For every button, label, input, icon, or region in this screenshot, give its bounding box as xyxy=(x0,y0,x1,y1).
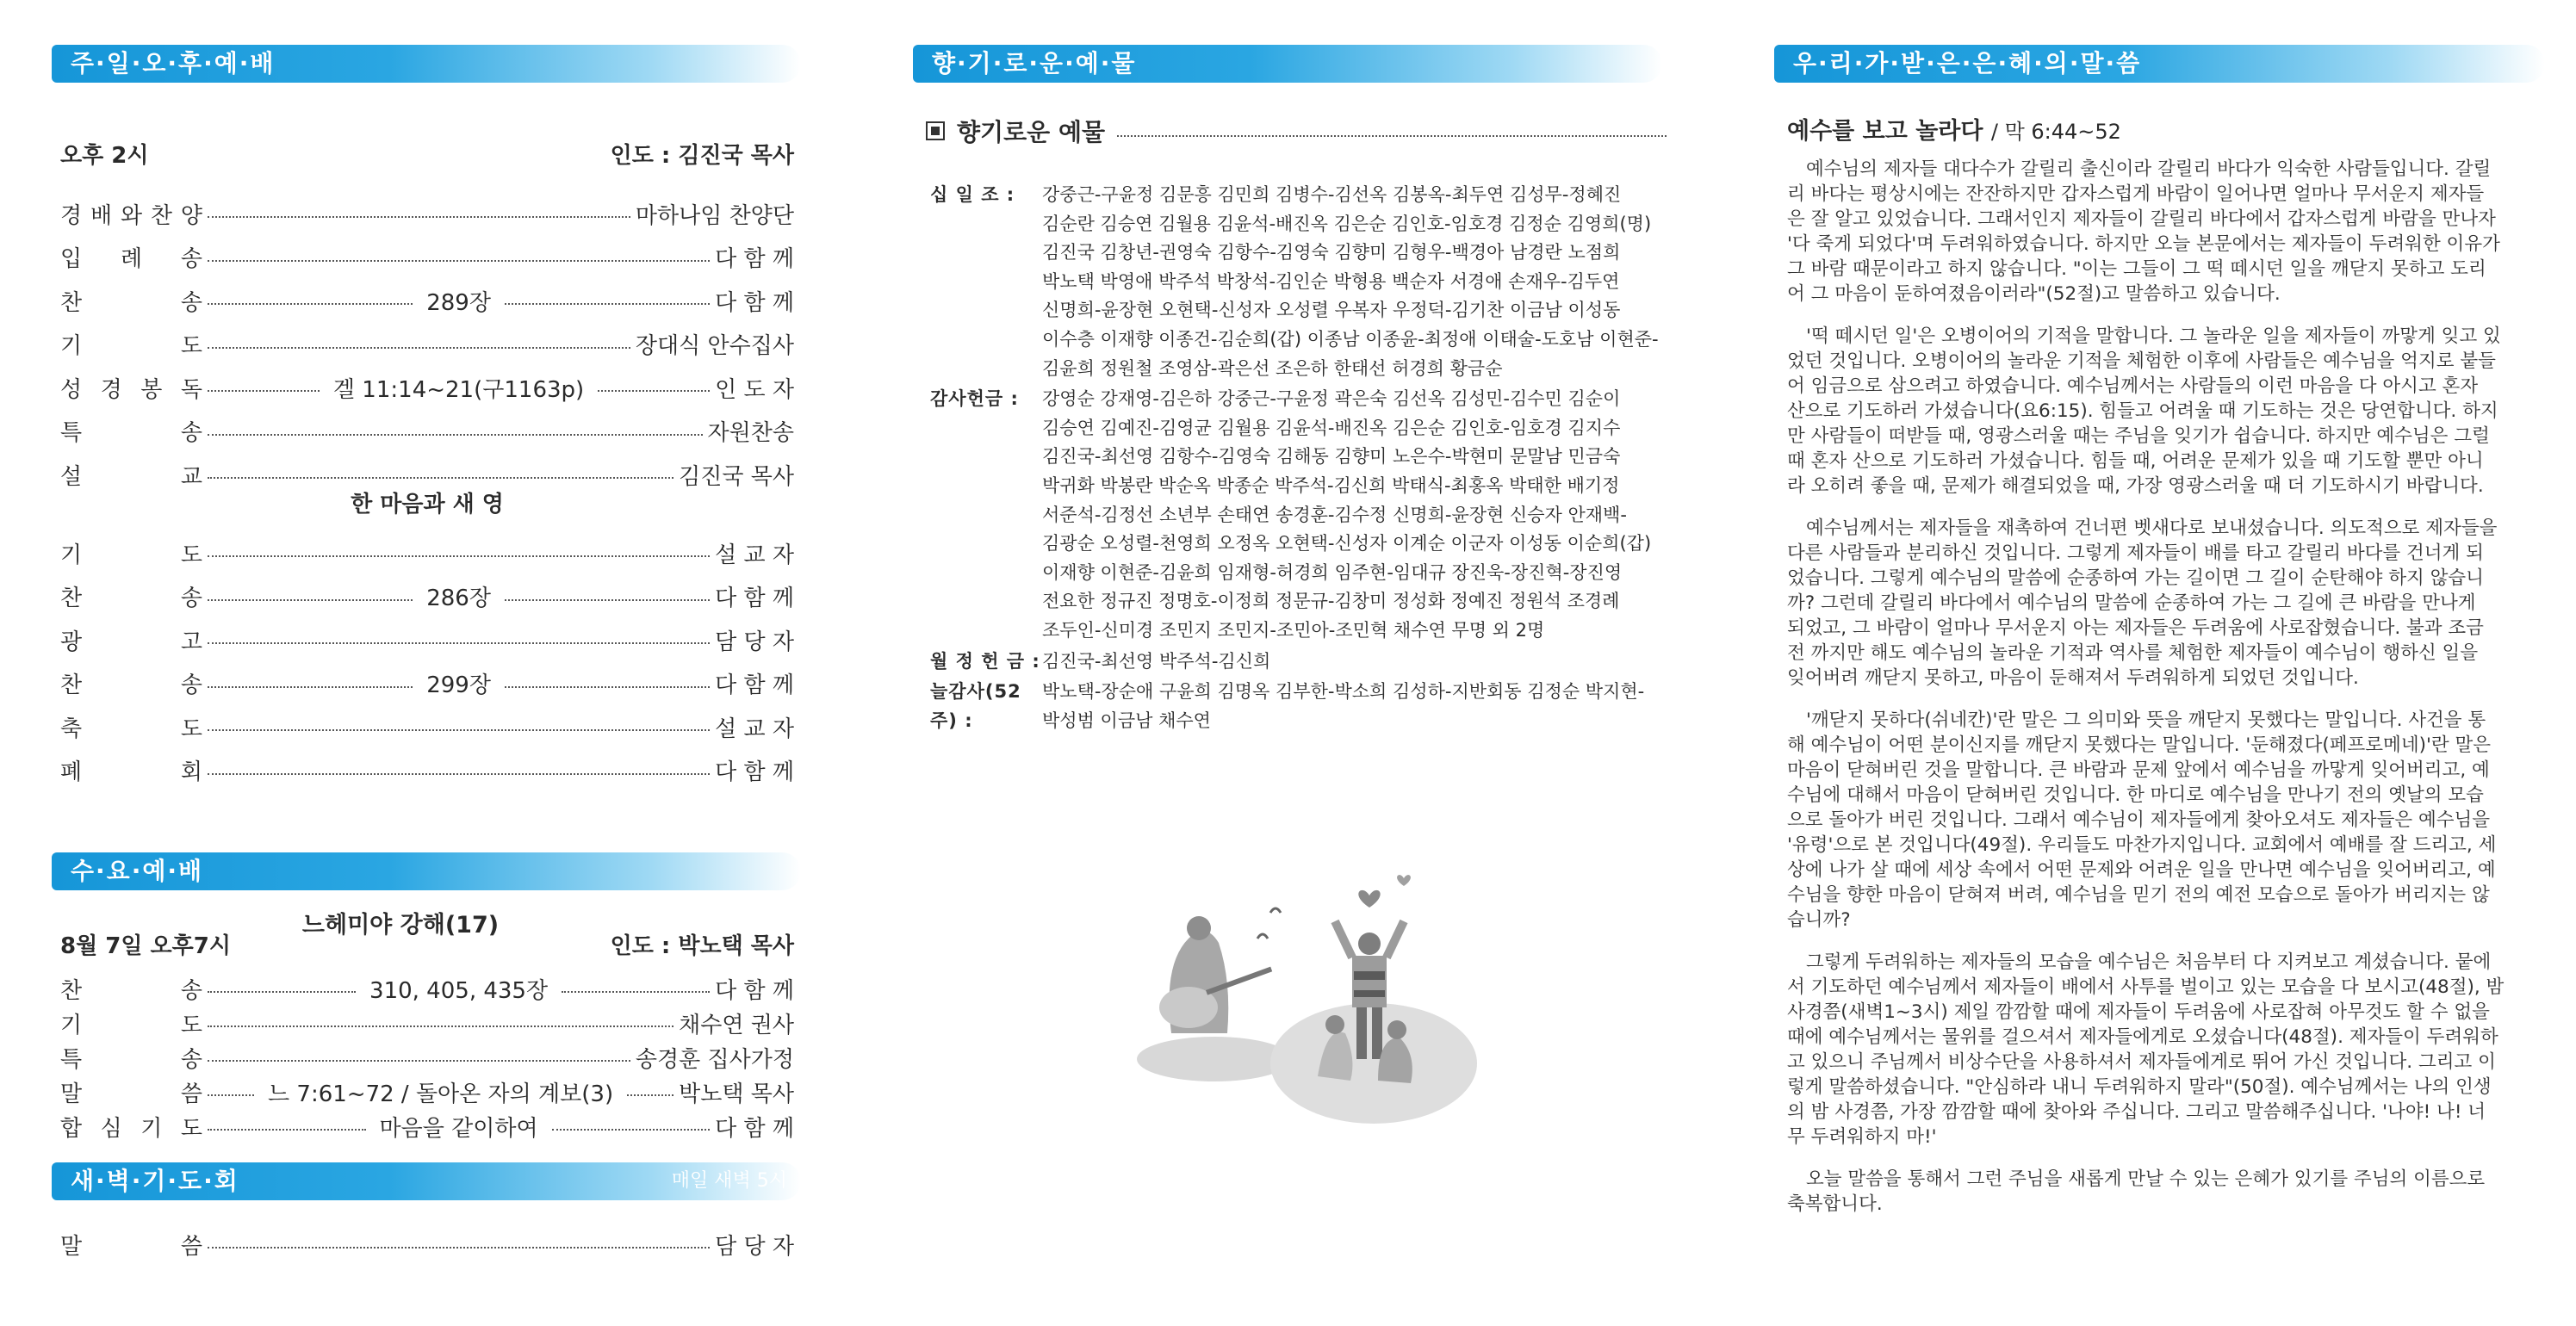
order-label: 폐 회 xyxy=(60,759,202,785)
dotted-leader xyxy=(208,260,710,262)
sunday-leader: 인도 : 김진국 목사 xyxy=(610,143,794,169)
wednesday-leader: 인도 : 박노택 목사 xyxy=(610,933,794,959)
dotted-leader xyxy=(208,390,320,392)
offering-line: 김진국-최선영 김항수-김영숙 김해동 김향미 노은수-박현미 문말남 민금숙 xyxy=(1042,446,1621,468)
sermon-main-title: 예수를 보고 놀라다 xyxy=(1787,118,1983,145)
order-row xyxy=(60,971,794,1006)
sunday-service-info xyxy=(60,138,794,170)
order-label: 찬 송 xyxy=(60,672,202,698)
offering-line: 이수층 이재향 이종건-김순희(갑) 이종남 이종윤-최정애 이태술-도호남 이현준- xyxy=(1042,328,1659,350)
dotted-leader xyxy=(208,686,413,688)
sermon-line: 수님에 대해서 마음이 닫혀버린 것입니다. 한 마디로 예수님을 만나기 전의 옛날의 모습 xyxy=(1787,784,2484,806)
sunday-time: 오후 2시 xyxy=(60,143,149,169)
order-detail: 겔 11:14~21(구1163p) xyxy=(332,376,585,403)
dawn-prayer-time: 매일 새벽 5시 xyxy=(671,1170,787,1192)
order-row xyxy=(60,370,794,405)
sermon-line: 서 기도하던 예수님께서 제자들이 배에서 사투를 벌이고 있는 모습을 다 보시고(48절), 밤 xyxy=(1787,976,2505,998)
sermon-line: 예수님께서는 제자들을 재촉하여 건너편 벳새다로 보내셨습니다. 의도적으로 제자들을 xyxy=(1806,517,2498,539)
order-value: 장대식 안수집사 xyxy=(635,333,794,359)
offering-line: 이재향 이현준-김윤희 임재형-허경희 임주현-임대규 장진욱-장진혁-장진영 xyxy=(1042,561,1623,583)
dotted-leader xyxy=(505,599,710,601)
order-value: 김진국 목사 xyxy=(679,463,794,490)
sermon-line: 상에 나가 살 때에 세상 속에서 어떤 문제와 어려운 일을 만나면 예수님을 잊어버리고, 예 xyxy=(1787,859,2496,881)
dotted-leader xyxy=(208,1094,254,1096)
order-row xyxy=(60,709,794,744)
order-label: 합 심 기 도 xyxy=(60,1115,202,1142)
offering-line: 박성범 이금남 채수연 xyxy=(1042,709,1211,731)
sermon-line: 었습니다. 그렇게 예수님의 말씀에 순종하여 가는 길이면 그 길이 순탄해야 하지 않습니 xyxy=(1787,567,2484,589)
order-label: 성 경 봉 독 xyxy=(60,376,202,403)
order-detail: 289장 xyxy=(426,289,491,316)
order-value: 자원찬송 xyxy=(707,420,794,446)
dotted-leader xyxy=(208,642,710,644)
offering-line: 신명희-윤장현 오현택-신성자 오성렬 우복자 우정덕-김기찬 이금남 이성동 xyxy=(1042,300,1621,321)
sermon-line: 의 밤 사경쯤, 가장 깜깜할 때에 찾아와 주십니다. 그리고 말씀해주십니다. '나야! 나! 너 xyxy=(1787,1101,2486,1123)
order-value: 다 함 께 xyxy=(715,289,795,316)
order-label: 특 송 xyxy=(60,1046,202,1073)
dotted-leader xyxy=(208,347,630,349)
order-label: 말 씀 xyxy=(60,1233,202,1260)
dotted-leader xyxy=(208,1060,630,1062)
offering-names xyxy=(1042,181,1688,383)
order-value: 다 함 께 xyxy=(715,672,795,698)
worship-column xyxy=(0,0,844,1326)
offering-line: 조두인-신미경 조민지 조민지-조민아-조민혁 채수연 무명 외 2명 xyxy=(1042,619,1545,641)
dotted-leader xyxy=(208,1129,366,1131)
order-row xyxy=(60,1227,794,1261)
order-label: 말 씀 xyxy=(60,1081,202,1107)
offering-title: 향기로운 예물 xyxy=(926,114,1667,148)
order-detail: 310, 405, 435장 xyxy=(369,977,549,1004)
order-row xyxy=(60,196,794,231)
order-value: 설 교 자 xyxy=(715,716,794,742)
order-row xyxy=(60,327,794,362)
offering-label: 십 일 조 : xyxy=(930,184,1015,205)
dotted-leader xyxy=(562,991,710,993)
order-row xyxy=(60,666,794,701)
order-row xyxy=(60,753,794,788)
sermon-line: 그 바람 때문이라고 하지 않습니다. "이는 그들이 그 떡 떼시던 일을 깨닫지 못하고 도리 xyxy=(1787,258,2486,280)
order-row xyxy=(60,1109,794,1143)
sermon-line: '유령'으로 본 것입니다(49절). 우리들도 마찬가지입니다. 교회에서 예배를 잘 드리고, 세 xyxy=(1787,834,2497,856)
dotted-leader xyxy=(208,555,710,557)
sermon-paragraph xyxy=(1787,950,2545,1149)
offering-line: 김순란 김승연 김월용 김윤석-배진옥 김은순 김인호-임호경 김정순 김영희(명) xyxy=(1042,213,1652,234)
sermon-line: 무 두려워하지 마!' xyxy=(1787,1126,1937,1148)
order-value: 담 당 자 xyxy=(715,1233,794,1260)
sermon-column xyxy=(1723,0,2576,1326)
offering-line: 박노택 박영애 박주석 박창석-김인순 박형용 백순자 서경애 손재우-김두연 xyxy=(1042,270,1620,292)
order-label: 특 송 xyxy=(60,420,202,446)
order-detail: 느 7:61~72 / 돌아온 자의 계보(3) xyxy=(268,1081,614,1107)
order-value: 마하나임 찬양단 xyxy=(635,202,794,229)
sermon-paragraph xyxy=(1787,516,2545,691)
sermon-line: 되었고, 그 바람이 얼마나 무서운지 아는 제자들은 두려움에 사로잡혔습니다. 불과 조금 xyxy=(1787,617,2484,639)
dawn-prayer-header: 새·벽·기·도·회 매일 새벽 5시 xyxy=(52,1162,801,1200)
order-row xyxy=(60,536,794,570)
dotted-leader xyxy=(208,773,710,775)
offering-label: 감사헌금 : xyxy=(930,388,1019,410)
sermon-paragraph xyxy=(1787,708,2545,933)
sermon-line: 었던 것입니다. 오병이어의 놀라운 기적을 체험한 이후에 사람들은 예수님을 억지로 붙들 xyxy=(1787,350,2496,372)
dotted-leader xyxy=(208,991,356,993)
sermon-paragraph xyxy=(1787,1167,2545,1217)
offering-label: 월 정 헌 금 : xyxy=(930,650,1040,672)
sermon-line: 어 그 마음이 둔하여졌음이러라"(52절)고 말씀하고 있습니다. xyxy=(1787,283,2281,305)
offering-line: 전요한 정규진 정명호-이정희 정문규-김창미 정성화 정예진 정원석 조경례 xyxy=(1042,591,1620,612)
order-label: 찬 송 xyxy=(60,289,202,316)
offering-line: 김윤희 정원철 조영삼-곽은선 조은하 한태선 허경희 황금순 xyxy=(1042,357,1503,379)
sermon-line: 까? 그런데 갈릴리 바다에서 예수님의 말씀에 순종하여 가는 그 길에 큰 바람을 만나게 xyxy=(1787,592,2476,614)
sermon-line: 전 까지만 해도 예수님의 놀라운 기적과 역사를 체험한 제자들이 예수님이 행하신 일을 xyxy=(1787,642,2479,664)
offering-group xyxy=(930,385,1688,645)
sermon-line: 고 있으니 주님께서 비상수단을 사용하셔서 제자들에게로 뛰어 가신 것입니다. 그리고 이 xyxy=(1787,1051,2496,1073)
order-value: 채수연 권사 xyxy=(679,1012,794,1038)
offering-group xyxy=(930,648,1688,677)
dotted-leader xyxy=(552,1129,711,1131)
order-value: 다 함 께 xyxy=(715,586,795,611)
offering-line: 강중근-구윤정 김문흥 김민희 김병수-김선옥 김봉옥-최두연 김성무-정혜진 xyxy=(1042,184,1622,205)
sermon-line: 다른 사람들과 분리하신 것입니다. 그렇게 제자들이 배를 타고 갈릴리 바다를 건너게 되 xyxy=(1787,542,2484,564)
order-row xyxy=(60,283,794,318)
sermon-line: 마음이 닫혀버린 것을 말합니다. 큰 바람과 문제 앞에서 예수님을 까맣게 잊어버리고, 예 xyxy=(1787,759,2490,781)
sermon-line: 리 바다는 평상시에는 잔잔하지만 갑자스럽게 바람이 일어나면 얼마나 무서운지 제자들 xyxy=(1787,183,2485,205)
order-label: 기 도 xyxy=(60,1012,202,1038)
dotted-leader xyxy=(208,477,673,479)
offering-names xyxy=(1042,678,1688,735)
sunday-service-header: 주·일·오·후·예·배 xyxy=(52,45,801,83)
offering-line: 김광순 오성렬-천영희 오정옥 오현택-신성자 이계순 이군자 이성동 이순희(갑) xyxy=(1042,533,1652,555)
order-label: 기 도 xyxy=(60,333,202,359)
order-value: 다 함 께 xyxy=(715,1115,794,1142)
order-value: 다 함 께 xyxy=(715,977,795,1004)
dotted-leader xyxy=(208,216,630,218)
offering-group xyxy=(930,678,1688,735)
order-label: 기 도 xyxy=(60,542,202,568)
sermon-line: 산으로 기도하러 가셨습니다(요6:15). 힘들고 어려울 때 기도하는 것은 당연합니다. 하지 xyxy=(1787,400,2498,422)
offering-column xyxy=(861,0,1705,1326)
dotted-leader xyxy=(208,434,703,436)
sermon-line: 때 혼자 산으로 기도하러 가셨습니다. 힘들 때, 어려운 문제가 있을 때 기도할 뿐만 아니 xyxy=(1787,450,2484,472)
order-value: 다 함 께 xyxy=(715,246,794,272)
order-value: 설 교 자 xyxy=(715,542,794,568)
offering-names xyxy=(1042,648,1688,677)
sermon-line: 때에 예수님께서는 물위를 걸으셔서 제자들에게로 오셨습니다(48절). 제자들이 두려워하 xyxy=(1787,1026,2498,1048)
sermon-line: 수님을 향한 마음이 닫혀져 버려, 예수님을 믿기 전의 예전 모습으로 돌아가 버리지는 않 xyxy=(1787,884,2490,906)
order-row xyxy=(60,579,794,614)
order-value: 담 당 자 xyxy=(715,629,794,655)
sermon-header: 우·리·가·받·은·은·혜·의·말·씀 xyxy=(1774,45,2545,83)
sermon-line: 습니까? xyxy=(1787,909,1851,931)
sermon-line: '깨닫지 못하다(쉬네칸)'란 말은 그 의미와 뜻을 깨닫지 못했다는 말입니다. 사건을 통 xyxy=(1806,709,2486,731)
order-label: 설 교 xyxy=(60,463,202,490)
order-row xyxy=(60,1040,794,1075)
order-detail: 299장 xyxy=(426,672,491,698)
order-label: 광 고 xyxy=(60,629,202,655)
offering-line: 김진국-최선영 박주석-김신희 xyxy=(1042,650,1271,672)
dotted-leader xyxy=(598,390,710,392)
offering-line: 서준석-김정선 소년부 손태연 송경훈-김수정 신명희-윤장현 신승자 안재백- xyxy=(1042,504,1627,525)
couple-illustration xyxy=(1120,861,1481,1145)
dotted-leader xyxy=(627,1094,673,1096)
order-row xyxy=(60,414,794,449)
order-label: 입 례 송 xyxy=(60,246,202,272)
order-value: 인 도 자 xyxy=(715,376,794,403)
dotted-leader xyxy=(208,1025,673,1027)
offering-line: 김진국 김창년-권영숙 김항수-김영숙 김향미 김형우-백경아 남경란 노점희 xyxy=(1042,242,1621,263)
dotted-leader xyxy=(208,303,413,305)
sermon-line: 어 임금으로 삼으려고 하였습니다. 예수님께서는 사람들의 이런 마음을 다 아시고 혼자 xyxy=(1787,375,2479,397)
sermon-line: 그렇게 두려워하는 제자들의 모습을 예수님은 처음부터 다 지켜보고 계셨습니다. 뭍에 xyxy=(1806,951,2492,973)
sermon-reference: / 막 6:44~52 xyxy=(1990,120,2121,144)
offering-group xyxy=(930,181,1688,383)
sermon-paragraph xyxy=(1787,324,2545,499)
sermon-line: 사경쯤(새벽1~3시) 제일 깜깜할 때에 제자들이 두려움에 사로잡혀 아무것도 할 수 없을 xyxy=(1787,1001,2490,1023)
sermon-line: 으로 돌아가 버린 것입니다. 그래서 예수님이 제자들에게 찾아오셔도 제자들은 예수님을 xyxy=(1787,809,2491,831)
dotted-leader xyxy=(208,1247,710,1249)
order-row xyxy=(60,1075,794,1109)
dotted-leader xyxy=(505,686,710,688)
order-label: 찬 송 xyxy=(60,586,202,611)
sermon-line: 해 예수님이 어떤 분이신지를 깨닫지 못했다는 말입니다. '둔해졌다(페프로메네)'란 말은 xyxy=(1787,734,2492,756)
offering-header: 향·기·로·운·예·물 xyxy=(913,45,1662,83)
offering-line: 김승연 김예진-김영균 김월용 김윤석-배진옥 김은순 김인호-임호경 김지수 xyxy=(1042,417,1621,438)
sermon-line: 라 오히려 좋을 때, 문제가 해결되었을 때, 가장 영광스러울 때 더 기도하시기 바랍니다. xyxy=(1787,475,2484,497)
offering-line: 박노택-장순애 구윤희 김명옥 김부한-박소희 김성하-지반회동 김정순 박지현- xyxy=(1042,681,1645,703)
order-value: 박노택 목사 xyxy=(679,1081,794,1107)
order-row xyxy=(60,1006,794,1040)
wednesday-sermon-title: 느헤미야 강해(17) xyxy=(301,912,500,939)
sermon-line: 축복합니다. xyxy=(1787,1193,1883,1215)
square-bullet-icon xyxy=(926,121,945,140)
offering-line: 강영순 강재영-김은하 강중근-구윤정 곽은숙 김선옥 김성민-김수민 김순이 xyxy=(1042,388,1621,410)
sermon-line: 만 사람들이 떠받들 때, 영광스러울 때는 주님을 잊기가 쉽습니다. 하지만 예수님은 그럴 xyxy=(1787,425,2490,447)
sermon-line: 오늘 말씀을 통해서 그런 주님을 새롭게 만날 수 있는 은혜가 있기를 주님의 이름으로 xyxy=(1806,1168,2486,1190)
order-label: 찬 송 xyxy=(60,977,202,1004)
order-value: 송경훈 집사가정 xyxy=(635,1046,794,1073)
wednesday-date: 8월 7일 오후7시 xyxy=(60,933,231,959)
wednesday-service-info xyxy=(60,928,794,960)
order-row xyxy=(60,623,794,657)
order-value: 다 함 께 xyxy=(715,759,794,785)
sermon-heading xyxy=(1787,112,2121,146)
dotted-leader xyxy=(505,303,710,305)
wednesday-service-header: 수·요·예·배 xyxy=(52,852,801,890)
order-label: 축 도 xyxy=(60,716,202,742)
dotted-leader xyxy=(1117,135,1667,137)
offering-line: 박귀화 박봉란 박순옥 박종순 박주석-김신희 박태식-최홍옥 박태한 배기정 xyxy=(1042,474,1620,496)
dotted-leader xyxy=(208,599,413,601)
order-row xyxy=(60,240,794,275)
sermon-paragraph xyxy=(1787,157,2545,307)
offering-label: 늘감사(52주) : xyxy=(930,681,1021,731)
sermon-line: '떡 떼시던 일'은 오병이어의 기적을 말합니다. 그 놀라운 일을 제자들이 까맣게 잊고 있 xyxy=(1806,325,2501,347)
order-detail: 286장 xyxy=(426,586,491,611)
offering-names xyxy=(1042,385,1688,645)
sermon-line: 렇게 말씀하셨습니다. "안심하라 내니 두려워하지 말라"(50절). 예수님께서는 나의 인생 xyxy=(1787,1076,2492,1098)
dotted-leader xyxy=(208,729,710,731)
order-label: 경 배 와 찬 양 xyxy=(60,202,202,229)
sermon-line: 은 잘 알고 있었습니다. 그래서인지 제자들이 갈릴리 바다에서 갑자스럽게 바람을 만나자 xyxy=(1787,208,2496,230)
sermon-line: 예수님의 제자들 대다수가 갈릴리 출신이라 갈릴리 바다가 익숙한 사람들입니다. 갈릴 xyxy=(1806,158,2492,180)
order-detail: 마음을 같이하여 xyxy=(379,1115,538,1142)
sermon-line: 잊어버려 깨닫지 못하고, 마음이 둔해져서 두려워하게 되었던 것입니다. xyxy=(1787,667,2359,689)
sermon-title: 한 마음과 새 영 xyxy=(351,492,504,517)
sermon-line: '다 죽게 되었다'며 두려워하였습니다. 하지만 오늘 본문에서는 제자들이 두려워한 이유가 xyxy=(1787,233,2500,255)
